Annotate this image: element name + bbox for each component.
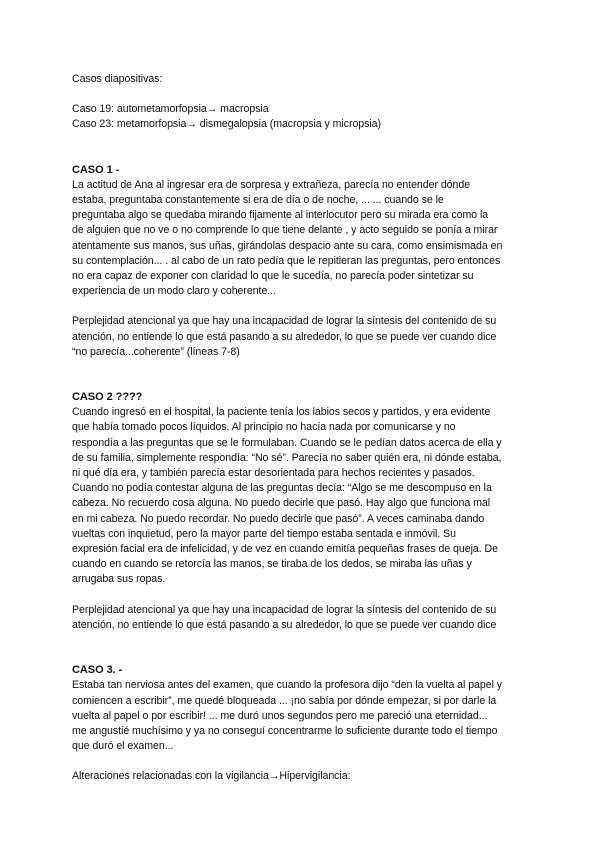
caso2-note-line: atención, no entiende lo que está pasando a su alrededor, lo que se puede ver cuando dice <box>72 618 497 631</box>
caso2-line: respondía a las preguntas que se le formulaban. Cuando se le pedían datos acerca de ella y <box>72 436 502 449</box>
caso3-body <box>72 678 534 754</box>
caso3-line: me angustié muchísimo y ya no conseguí concentrarme lo suficiente durante todo el tiempo <box>72 724 498 737</box>
caso3-note-line: Alteraciones relacionadas con la vigilancia→Hipervigilancia: <box>72 770 351 783</box>
caso1-note-line: “no parecía...coherente” (líneas 7-8) <box>72 345 240 358</box>
caso3-heading-text: CASO 3. <box>72 664 116 677</box>
caso2-heading-text: CASO 2 <box>72 391 113 404</box>
caso2-body <box>72 405 534 587</box>
intro-item: Caso 19: autometamorfopsia→ macropsia <box>72 103 269 116</box>
caso2-line: arrugaba sus ropas. <box>72 573 166 586</box>
caso1-heading <box>72 163 534 178</box>
caso1-heading-text: CASO 1 <box>72 163 113 176</box>
caso3-line: vuelta al papel o por escribir! ... me duró unos segundos pero me pareció una eternidad... <box>72 709 488 722</box>
caso2-line: expresión facial era de infelicidad, y de vez en cuando emitía pequeñas frases de queja. De <box>72 543 498 556</box>
caso1-line: estaba, preguntaba constantemente si era de día o de noche, ... ... cuando se le <box>72 194 444 207</box>
caso1-body <box>72 178 534 300</box>
caso1-line: de alguien que no ve o no comprende lo que tiene delante , y acto seguido se ponía a mirar <box>72 224 498 237</box>
caso1-line: no era capaz de exponer con claridad lo que le sucedía, no parecía poder sintetizar su <box>72 270 474 283</box>
caso1-line: atentamente sus manos, sus uñas, girándolas despacio ante su cara, como ensimismada en <box>72 239 503 252</box>
caso3-line: comiencen a escribir”, me quedé bloqueada ... ¡no sabía por dónde empezar, si por darle la <box>72 694 497 707</box>
caso3-heading <box>72 663 534 678</box>
caso2-line: en mi cabeza. No puedo recordar. No puedo decirle que pasó”. A veces caminaba dando <box>72 512 485 525</box>
caso2-note <box>72 603 534 633</box>
caso1-note-line: Perplejidad atencional ya que hay una incapacidad de lograr la síntesis del contenido de su <box>72 315 497 328</box>
caso2-line: Cuando no podía contestar alguna de las preguntas decía: “Algo se me descompuso en la <box>72 482 492 495</box>
caso2-line: cuando en cuando se retorcía las manos, se tiraba de los dedos, se miraba las uñas y <box>72 558 472 571</box>
document-page <box>72 72 534 785</box>
caso1-heading-suffix: - <box>112 163 120 176</box>
caso2-line: cabeza. No recuerdo cosa alguna. No puedo decirle que pasó. Hay algo que funciona mal <box>72 497 491 510</box>
caso1-line: preguntaba algo se quedaba mirando fijamente al interlocutor pero su mirada era como la <box>72 209 489 222</box>
caso3-line: Estaba tan nerviosa antes del examen, que cuando la profesora dijo “den la vuelta al papel y <box>72 679 503 692</box>
caso1-line: experiencia de un modo claro y coherente... <box>72 285 276 298</box>
caso2-line: ni qué día era, y también parecía estar desorientada para hechos recientes y pasados. <box>72 467 475 480</box>
caso2-note-line: Perplejidad atencional ya que hay una incapacidad de lograr la síntesis del contenido de su <box>72 603 497 616</box>
caso1-line: La actitud de Ana al ingresar era de sorpresa y extrañeza, parecía no entender dónde <box>72 178 471 191</box>
caso2-line: que había tomado pocos líquidos. Al principio no hacía nada por comunicarse y no <box>72 421 456 434</box>
caso2-line: de su familia, simplemente respondía: “No sé”. Parecía no saber quién era, ni dónde estaba, <box>72 451 502 464</box>
caso3-heading-suffix: - <box>115 664 123 677</box>
caso2-line: Cuando ingresó en el hospital, la paciente tenía los labios secos y partidos, y era evidente <box>72 406 491 419</box>
caso2-line: vueltas con inquietud, pero la mayor parte del tiempo estaba sentada e inmóvil. Su <box>72 527 456 540</box>
caso1-line: su contemplación... . al cabo de un rato pedía que le repitieran las preguntas, pero entonces <box>72 254 501 267</box>
caso3-note <box>72 769 534 784</box>
intro-title: Casos diapositivas: <box>72 73 163 85</box>
caso2-heading-suffix: ???? <box>112 391 143 404</box>
caso3-line: que duró el examen... <box>72 740 174 753</box>
caso2-heading <box>72 390 534 405</box>
intro-item: Caso 23: metamorfopsia→ dismegalopsia (macropsia y micropsia) <box>72 118 381 131</box>
caso1-note-line: atención, no entiende lo que está pasando a su alrededor, lo que se puede ver cuando dice <box>72 330 497 343</box>
caso1-note <box>72 314 534 360</box>
